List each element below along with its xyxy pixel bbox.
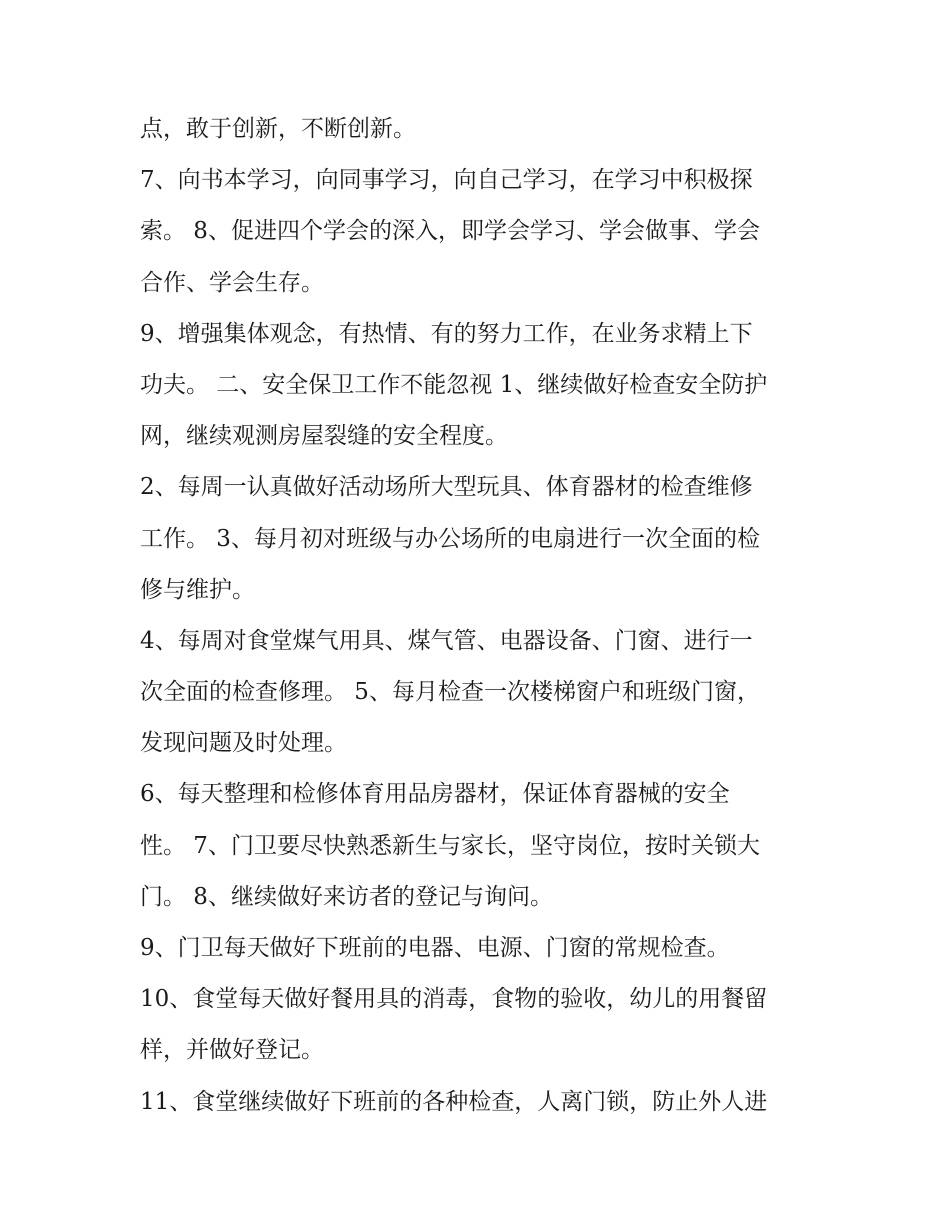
text-line: 6、每天整理和检修体育用品房器材，保证体育器械的安全 [140, 781, 730, 808]
text-line: 2、每周一认真做好活动场所大型玩具、体育器材的检查维修 [140, 474, 753, 501]
text-line: 性。 7、门卫要尽快熟悉新生与家长，坚守岗位，按时关锁大 [140, 832, 760, 859]
text-line: 样，并做好登记。 [140, 1037, 324, 1064]
text-line: 工作。 3、每月初对班级与办公场所的电扇进行一次全面的检 [140, 525, 760, 552]
text-line: 功夫。 二、安全保卫工作不能忽视 1、继续做好检查安全防护 [140, 371, 768, 398]
text-line: 7、向书本学习，向同事学习，向自己学习，在学习中积极探 [140, 167, 753, 194]
text-line: 发现问题及时处理。 [140, 730, 347, 757]
document-body [140, 104, 820, 1128]
text-line: 合作、学会生存。 [140, 269, 324, 296]
text-line: 11、食堂继续做好下班前的各种检查，人离门锁，防止外人进 [140, 1088, 768, 1115]
text-line: 修与维护。 [140, 576, 255, 603]
text-line: 门。 8、继续做好来访者的登记与询问。 [140, 883, 553, 910]
text-line: 9、增强集体观念，有热情、有的努力工作，在业务求精上下 [140, 320, 753, 347]
text-line: 索。 8、促进四个学会的深入，即学会学习、学会做事、学会 [140, 218, 760, 245]
text-line: 10、食堂每天做好餐用具的消毒，食物的验收，幼儿的用餐留 [140, 986, 768, 1013]
text-line: 次全面的检查修理。 5、每月检查一次楼梯窗户和班级门窗， [140, 679, 760, 706]
text-line: 9、门卫每天做好下班前的电器、电源、门窗的常规检查。 [140, 935, 730, 961]
text-line: 网，继续观测房屋裂缝的安全程度。 [140, 423, 508, 450]
text-line: 4、每周对食堂煤气用具、煤气管、电器设备、门窗、进行一 [140, 627, 753, 654]
text-line: 点，敢于创新，不断创新。 [140, 116, 416, 142]
